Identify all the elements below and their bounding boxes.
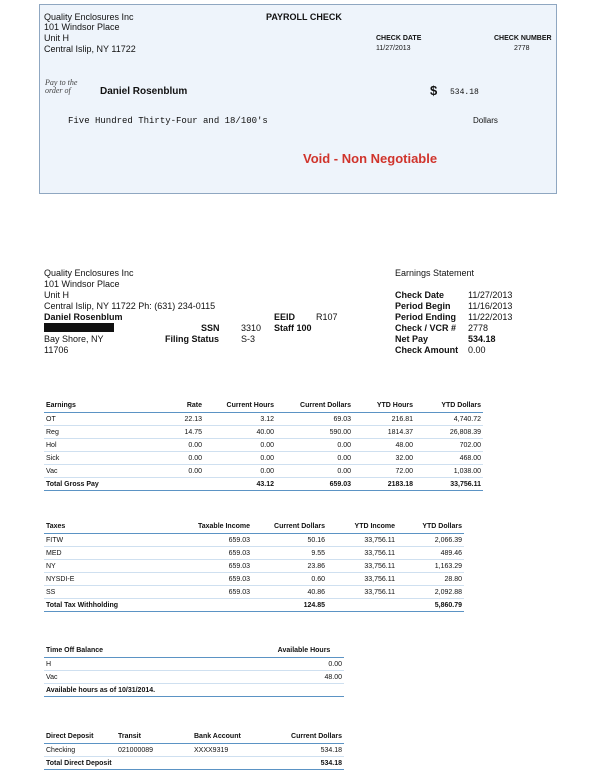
table-cell: 0.00 — [134, 465, 204, 478]
table-header-row — [44, 643, 344, 658]
table-cell: 0.00 — [204, 465, 276, 478]
table-cell: 0.00 — [276, 452, 353, 465]
table-cell: Checking — [44, 744, 116, 757]
table-cell: 659.03 — [192, 560, 252, 573]
total-cell — [192, 757, 274, 770]
info-row — [395, 323, 512, 334]
table-cell: NYSDI-E — [44, 573, 192, 586]
table-cell: 28.80 — [397, 573, 464, 586]
eeid-value: R107 — [316, 312, 338, 322]
table-header-row — [44, 519, 464, 534]
table-cell: FITW — [44, 534, 192, 547]
filing-status-label: Filing Status — [165, 334, 219, 344]
ssn-label: SSN — [201, 323, 220, 333]
table-cell: 0.00 — [134, 439, 204, 452]
table-cell: 659.03 — [192, 573, 252, 586]
col-header: Time Off Balance — [44, 643, 264, 658]
statement-info — [395, 290, 512, 356]
check-number-label: CHECK NUMBER — [494, 35, 552, 42]
info-label: Check / VCR # — [395, 323, 457, 333]
col-header: Taxes — [44, 519, 192, 534]
col-header: Direct Deposit — [44, 729, 116, 744]
earnings-table — [44, 398, 483, 491]
total-cell: 2183.18 — [353, 478, 415, 491]
table-row — [44, 658, 344, 671]
table-cell: NY — [44, 560, 192, 573]
col-header: Current Dollars — [274, 729, 344, 744]
employee-zip: 11706 — [44, 345, 69, 355]
stub-address-line2: Unit H — [44, 290, 70, 300]
col-header: Bank Account — [192, 729, 274, 744]
check-date-label: CHECK DATE — [376, 35, 422, 42]
table-cell: 659.03 — [192, 534, 252, 547]
col-header: Current Dollars — [252, 519, 327, 534]
total-cell: 659.03 — [276, 478, 353, 491]
table-row — [44, 534, 464, 547]
staff-label: Staff 100 — [274, 323, 312, 333]
table-cell: 659.03 — [192, 547, 252, 560]
total-row — [44, 599, 464, 612]
info-value: 534.18 — [468, 334, 496, 344]
check-amount: 534.18 — [450, 88, 479, 97]
table-cell: 50.16 — [252, 534, 327, 547]
info-label: Net Pay — [395, 334, 429, 344]
table-cell: 40.86 — [252, 586, 327, 599]
time-off-table — [44, 643, 344, 697]
table-cell: 2,066.39 — [397, 534, 464, 547]
table-cell: SS — [44, 586, 192, 599]
total-cell: 5,860.79 — [397, 599, 464, 612]
table-cell: XXXX9319 — [192, 744, 274, 757]
redacted-address — [44, 323, 114, 332]
table-cell: 659.03 — [192, 586, 252, 599]
table-cell: 48.00 — [264, 671, 344, 684]
total-row — [44, 757, 344, 770]
table-row — [44, 547, 464, 560]
table-row — [44, 426, 483, 439]
table-cell: 40.00 — [204, 426, 276, 439]
total-cell — [327, 599, 397, 612]
table-cell: Vac — [44, 671, 264, 684]
payee-name: Daniel Rosenblum — [100, 86, 188, 97]
table-cell: 0.00 — [134, 452, 204, 465]
employee-city: Bay Shore, NY — [44, 334, 104, 344]
col-header: Transit — [116, 729, 192, 744]
table-cell: 33,756.11 — [327, 586, 397, 599]
table-cell: 69.03 — [276, 413, 353, 426]
info-label: Period Ending — [395, 312, 457, 322]
note-row — [44, 684, 344, 697]
info-value: 11/22/2013 — [468, 312, 513, 322]
table-cell: 23.86 — [252, 560, 327, 573]
table-cell: 590.00 — [276, 426, 353, 439]
table-cell: 489.46 — [397, 547, 464, 560]
table-cell: 1814.37 — [353, 426, 415, 439]
table-cell: 0.00 — [204, 452, 276, 465]
table-cell: Reg — [44, 426, 134, 439]
col-header: YTD Dollars — [397, 519, 464, 534]
stub-address-line1: 101 Windsor Place — [44, 279, 120, 289]
filing-status-value: S-3 — [241, 334, 256, 344]
info-value: 11/16/2013 — [468, 301, 513, 311]
table-cell: 22.13 — [134, 413, 204, 426]
table-row — [44, 413, 483, 426]
table-row — [44, 560, 464, 573]
total-cell — [134, 478, 204, 491]
total-row — [44, 478, 483, 491]
employee-name: Daniel Rosenblum — [44, 312, 123, 322]
col-header: Rate — [134, 398, 204, 413]
table-cell: MED — [44, 547, 192, 560]
table-cell: Sick — [44, 452, 134, 465]
table-cell: 0.00 — [276, 439, 353, 452]
table-cell: 33,756.11 — [327, 560, 397, 573]
stub-address-phone: Central Islip, NY 11722 Ph: (631) 234-0115 — [44, 301, 216, 311]
table-cell: 14.75 — [134, 426, 204, 439]
check-address-line2: Unit H — [44, 33, 70, 43]
table-cell: 534.18 — [274, 744, 344, 757]
table-cell: 32.00 — [353, 452, 415, 465]
ssn-value: 3310 — [241, 323, 262, 333]
table-row — [44, 573, 464, 586]
eeid-label: EEID — [274, 312, 296, 322]
total-cell — [192, 599, 252, 612]
table-cell: 48.00 — [353, 439, 415, 452]
table-row — [44, 452, 483, 465]
table-cell: 021000089 — [116, 744, 192, 757]
info-label: Check Date — [395, 290, 445, 300]
order-of-label: order of — [45, 86, 71, 95]
table-cell: 33,756.11 — [327, 573, 397, 586]
dollars-label: Dollars — [473, 116, 498, 125]
col-header: Available Hours — [264, 643, 344, 658]
stub-company-name: Quality Enclosures Inc — [44, 268, 134, 278]
table-cell: 4,740.72 — [415, 413, 483, 426]
total-cell: 124.85 — [252, 599, 327, 612]
table-cell: 1,038.00 — [415, 465, 483, 478]
col-header: YTD Hours — [353, 398, 415, 413]
table-cell: OT — [44, 413, 134, 426]
table-row — [44, 465, 483, 478]
info-row — [395, 290, 512, 301]
check-title: PAYROLL CHECK — [266, 12, 342, 22]
col-header: Earnings — [44, 398, 134, 413]
info-row — [395, 301, 512, 312]
col-header: YTD Income — [327, 519, 397, 534]
total-cell: Total Gross Pay — [44, 478, 134, 491]
earnings-statement-title: Earnings Statement — [395, 268, 475, 278]
table-cell: 216.81 — [353, 413, 415, 426]
table-cell: 72.00 — [353, 465, 415, 478]
table-cell: 1,163.29 — [397, 560, 464, 573]
table-header-row — [44, 729, 344, 744]
total-cell: 534.18 — [274, 757, 344, 770]
table-row — [44, 586, 464, 599]
col-header: YTD Dollars — [415, 398, 483, 413]
total-cell: 43.12 — [204, 478, 276, 491]
dollar-sign: $ — [430, 83, 438, 98]
info-value: 2778 — [468, 323, 489, 333]
info-row — [395, 345, 512, 356]
check-date-value: 11/27/2013 — [376, 45, 411, 52]
table-cell: 468.00 — [415, 452, 483, 465]
table-cell: 9.55 — [252, 547, 327, 560]
table-cell: 0.00 — [204, 439, 276, 452]
table-cell: Vac — [44, 465, 134, 478]
amount-in-words: Five Hundred Thirty-Four and 18/100's — [68, 116, 268, 126]
table-header-row — [44, 398, 483, 413]
time-off-note: Available hours as of 10/31/2014. — [44, 684, 344, 697]
info-value: 11/27/2013 — [468, 290, 513, 300]
table-cell: 33,756.11 — [327, 547, 397, 560]
table-cell: 33,756.11 — [327, 534, 397, 547]
table-cell: 26,808.39 — [415, 426, 483, 439]
total-cell: 33,756.11 — [415, 478, 483, 491]
void-stamp: Void - Non Negotiable — [303, 151, 438, 166]
check-address-line1: 101 Windsor Place — [44, 22, 120, 32]
table-row — [44, 744, 344, 757]
info-row — [395, 334, 512, 345]
col-header: Current Dollars — [276, 398, 353, 413]
table-cell: 702.00 — [415, 439, 483, 452]
info-label: Check Amount — [395, 345, 459, 355]
table-cell: Hol — [44, 439, 134, 452]
table-cell: 0.60 — [252, 573, 327, 586]
total-cell: Total Tax Withholding — [44, 599, 192, 612]
table-row — [44, 671, 344, 684]
check-company-name: Quality Enclosures Inc — [44, 12, 134, 22]
info-value: 0.00 — [468, 345, 486, 355]
table-cell: 2,092.88 — [397, 586, 464, 599]
direct-deposit-table — [44, 729, 344, 770]
col-header: Taxable Income — [192, 519, 252, 534]
pay-to-label: Pay to the — [45, 78, 78, 87]
info-label: Period Begin — [395, 301, 451, 311]
check-number-value: 2778 — [514, 45, 530, 52]
table-row — [44, 439, 483, 452]
info-row — [395, 312, 512, 323]
table-cell: 0.00 — [264, 658, 344, 671]
payroll-check — [39, 4, 557, 194]
total-cell — [116, 757, 192, 770]
check-address-line3: Central Islip, NY 11722 — [44, 44, 136, 54]
total-cell: Total Direct Deposit — [44, 757, 116, 770]
table-cell: 0.00 — [276, 465, 353, 478]
col-header: Current Hours — [204, 398, 276, 413]
table-cell: 3.12 — [204, 413, 276, 426]
table-cell: H — [44, 658, 264, 671]
taxes-table — [44, 519, 464, 612]
